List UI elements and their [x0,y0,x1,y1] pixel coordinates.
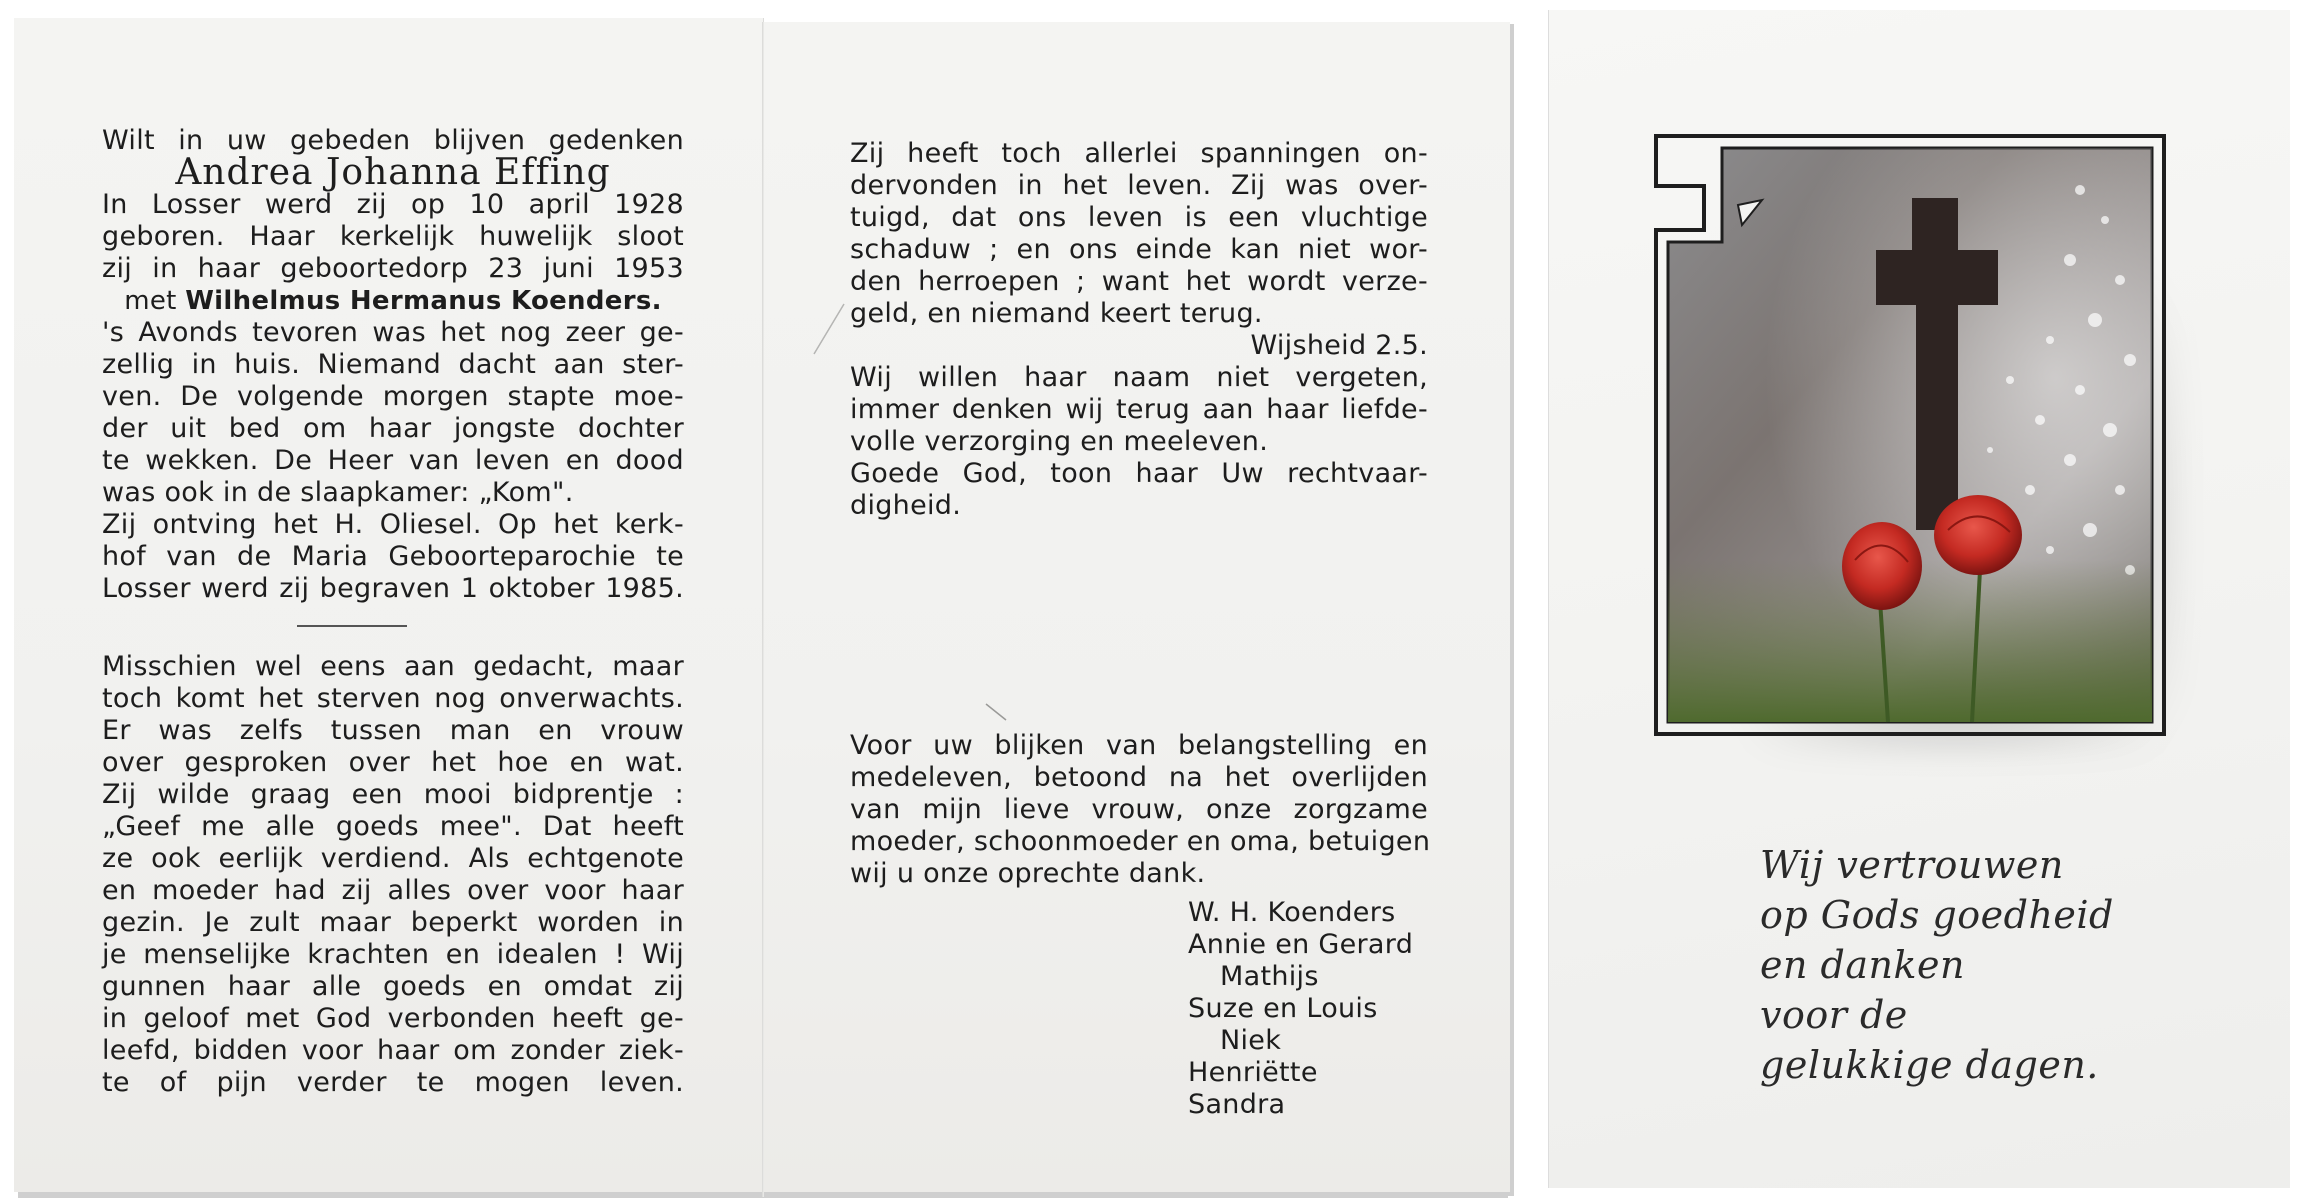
remember-paragraph [850,362,1428,522]
text-line: tuigd, dat ons leven is een vluchtige [850,202,1428,233]
text-line: ven. De volgende morgen stapte moe- [102,381,684,412]
spouse-prefix: met [124,286,177,316]
scripture-reference: Wijsheid 2.5. [1250,330,1428,361]
middle-column [850,138,1428,522]
signature-line: Sandra [1188,1089,1286,1120]
text-line: Er was zelfs tussen man en vrouw [102,715,684,746]
text-line: over gesproken over het hoe en wat. [102,747,684,778]
text-line: van mijn lieve vrouw, onze zorgzame [850,794,1428,825]
text-line: Zij heeft toch allerlei spanningen on- [850,138,1428,169]
signature-line: W. H. Koenders [1188,897,1396,928]
text-line: immer denken wij terug aan haar liefde- [850,394,1428,425]
text-line: je menselijke krachten en idealen ! Wij [102,939,684,970]
left-column [102,125,684,1099]
text-line: zellig in huis. Niemand dacht aan ster- [102,349,684,380]
text-line: digheid. [850,490,962,521]
verse-line: gelukkige dagen. [1760,1043,2099,1087]
pen-mark-decoration [808,300,848,360]
text-line: toch komt het sterven nog onverwachts. [102,683,684,714]
verse-line: en danken [1760,943,1965,987]
scripture-paragraph [850,138,1428,330]
story-paragraph [102,317,684,605]
text-line: geboren. Haar kerkelijk huwelijk sloot [102,221,684,252]
text-line: wij u onze oprechte dank. [850,858,1206,889]
text-line: gunnen haar alle goeds en omdat zij [102,971,684,1002]
text-line: was ook in de slaapkamer: „Kom". [102,477,574,508]
signature-line: Niek [1220,1025,1282,1056]
pen-mark-decoration [982,700,1012,724]
reflection-paragraph [102,651,684,1099]
text-line: dervonden in het leven. Zij was over- [850,170,1428,201]
text-line: Zij ontving het H. Oliesel. Op het kerk- [102,509,684,540]
intro-line: Wilt in uw gebeden blijven gedenken [102,125,684,156]
text-line: medeleven, betoond na het overlijden [850,762,1428,793]
verse-line: voor de [1760,993,1908,1037]
text-line: Misschien wel eens aan gedacht, maar [102,651,684,682]
card-verse [1760,840,2114,1090]
text-line: volle verzorging en meeleven. [850,426,1269,457]
red-rose-right [1934,495,2022,575]
text-line: Voor uw blijken van belangstelling en [850,730,1428,761]
signatures [1188,897,1413,1121]
text-line: gezin. Je zult maar beperkt worden in [102,907,684,938]
text-line: der uit bed om haar jongste dochter [102,413,684,444]
signature-line: Henriëtte [1188,1057,1318,1088]
deceased-name: Andrea Johanna Effing [175,152,611,193]
text-line: In Losser werd zij op 10 april 1928 [102,189,684,220]
text-line: te wekken. De Heer van leven en dood [102,445,684,476]
signature-line: Suze en Louis [1188,993,1378,1024]
text-line: te of pijn verder te mogen leven. [102,1067,684,1098]
text-line: schaduw ; en ons einde kan niet wor- [850,234,1428,265]
text-line: Losser werd zij begraven 1 oktober 1985. [102,573,684,604]
text-line: in geloof met God verbonden heeft ge- [102,1003,684,1034]
signature-line: Mathijs [1220,961,1319,992]
text-line: „Geef me alle goeds mee". Dat heeft [102,811,684,842]
text-line: Goede God, toon haar Uw rechtvaar- [850,458,1428,489]
spouse-line [102,285,684,317]
text-line: en moeder had zij alles over voor haar [102,875,684,906]
center-fold-line [762,22,764,1197]
spouse-name: Wilhelmus Hermanus Koenders. [185,286,662,316]
birth-paragraph [102,189,684,285]
signature-line: Annie en Gerard [1188,929,1414,960]
cross-roses-artwork [1650,130,2170,745]
text-line: zij in haar geboortedorp 23 juni 1953 [102,253,684,284]
verse-line: Wij vertrouwen [1760,843,2064,887]
verse-line: op Gods goedheid [1760,893,2114,937]
text-line: geld, en niemand keert terug. [850,298,1263,329]
red-rose-left [1842,522,1922,610]
text-line: ze ook eerlijk verdiend. Als echtgenote [102,843,684,874]
section-divider [297,625,407,627]
thanks-paragraph [850,730,1431,890]
text-line: Wij willen haar naam niet vergeten, [850,362,1428,393]
text-line: hof van de Maria Geboorteparochie te [102,541,684,572]
text-line: den herroepen ; want het wordt verze- [850,266,1428,297]
text-line: Zij wilde graag een mooi bidprentje : [102,779,684,810]
text-line: leefd, bidden voor haar om zonder ziek- [102,1035,684,1066]
text-line: moeder, schoonmoeder en oma, betuigen [850,826,1431,857]
text-line: 's Avonds tevoren was het nog zeer ge- [102,317,684,348]
